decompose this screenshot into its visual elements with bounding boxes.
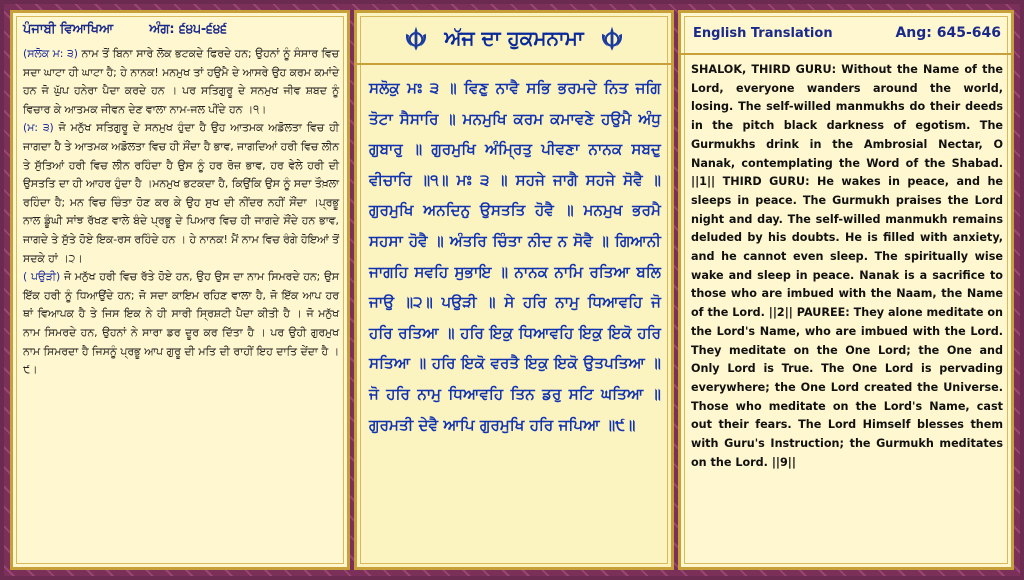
english-translation-text: SHALOK, THIRD GURU: Without the Name of the Lord, everyone wanders around the world, losing. The self-willed manmukhs do their deeds in the pitch black darkness of egotism. The Gurmukhs drink in the Ambrosial Nectar, O Nanak, contemplating the Word of the Shabad. ||1|| THIRD GURU: He wakes in peace, and he sleeps in peace. The Gurmukh praises the Lord night and day. The self-willed manmukh remains deluded by his doubts. He is filled with anxiety, and he cannot even sleep. The spiritually wise wake and sleep in peace. Nanak is a sacrifice to those who are imbued with the Naam, the Name of the Lord. ||2|| PAUREE: They alone meditate on the Lord's Name, who are imbued with the Lord. They meditate on the One Lord; the One and Only Lord is True. The One Lord is pervading everywhere; the One Lord created the Universe. Those who meditate on the Lord's Name, cast out their fears. The Lord Himself blesses them with Guru's Instruction; the Gurmukh meditates on the Lord. ||9||	[691, 63, 1003, 469]
english-ang-label: Ang: 645-646	[895, 25, 1001, 41]
punjabi-heading: ਪੰਜਾਬੀ ਵਿਆਖਿਆ	[23, 21, 114, 37]
mahala-tag: (ਮ: ੩)	[23, 121, 54, 135]
punjabi-explanation-text	[13, 45, 347, 380]
punjabi-ang-label: ਅੰਗ: ੬੪੫-੬੪੬	[149, 21, 228, 37]
explanation-paragraph-2: (ਮ: ੩) ਜੋ ਮਨੁੱਖ ਸਤਿਗੁਰੂ ਦੇ ਸਨਮੁਖ ਹੁੰਦਾ ਹੈ ਉਹ ਆਤਮਕ ਅਡੋਲਤਾ ਵਿਚ ਹੀ ਜਾਗਦਾ ਹੈ ਤੇ ਆਤਮਕ ਅਡੋਲਤਾ ਵਿਚ ਹੀ ਸੌਂਦਾ ਹੈ ਭਾਵ, ਜਾਗਦਿਆਂ ਹਰੀ ਵਿਚ ਲੀਨ ਤੇ ਸੁੱਤਿਆਂ ਹਰੀ ਵਿਚ ਲੀਨ ਰਹਿੰਦਾ ਹੈ ਉਸ ਨੂੰ ਹਰ ਰੋਜ਼ ਭਾਵ, ਹਰ ਵੇਲੇ ਹਰੀ ਦੀ ਉਸਤਤਿ ਦਾ ਹੀ ਆਹਰ ਹੁੰਦਾ ਹੈ ।ਮਨਮੁਖ ਭਟਕਦਾ ਹੈ, ਕਿਉਂਕਿ ਉਸ ਨੂੰ ਸਦਾ ਤੌਖ਼ਲਾ ਰਹਿੰਦਾ ਹੈ; ਮਨ ਵਿਚ ਚਿੰਤਾ ਹੋਣ ਕਰ ਕੇ ਉਹ ਸੁਖ ਦੀ ਨੀਂਦਰ ਨਹੀਂ ਸੌਂਦਾ ।ਪ੍ਰਭੂ ਨਾਲ ਡੂੰਘੀ ਸਾਂਝ ਰੱਖਣ ਵਾਲੇ ਬੰਦੇ ਪ੍ਰਭੂ ਦੇ ਪਿਆਰ ਵਿਚ ਹੀ ਜਾਗਦੇ ਸੌਂਦੇ ਹਨ ਭਾਵ, ਜਾਗਦੇ ਤੇ ਸੁੱਤੇ ਹੋਏ ਇਕ-ਰਸ ਰਹਿੰਦੇ ਹਨ । ਹੇ ਨਾਨਕ! ਮੈਂ ਨਾਮ ਵਿਚ ਰੰਗੇ ਹੋਇਆਂ ਤੋਂ ਸਦਕੇ ਹਾਂ ।੨।	[23, 121, 339, 265]
explanation-paragraph-1: (ਸਲੋਕ ਮ: ੩) ਨਾਮ ਤੋਂ ਬਿਨਾ ਸਾਰੇ ਲੋਕ ਭਟਕਦੇ ਫਿਰਦੇ ਹਨ; ਉਹਨਾਂ ਨੂੰ ਸੰਸਾਰ ਵਿਚ ਸਦਾ ਘਾਟਾ ਹੀ ਘਾਟਾ ਹੈ; ਹੇ ਨਾਨਕ! ਮਨਮੁਖ ਤਾਂ ਹਉਮੈ ਦੇ ਆਸਰੇ ਉਹ ਕਰਮ ਕਮਾਂਦੇ ਹਨ ਜੋ ਘੁੱਪ ਹਨੇਰਾ ਪੈਦਾ ਕਰਦੇ ਹਨ । ਪਰ ਸਤਿਗੁਰੂ ਦੇ ਸਨਮੁਖ ਜੀਵ ਸ਼ਬਦ ਨੂੰ ਵਿਚਾਰ ਕੇ ਆਤਮਕ ਜੀਵਨ ਦੇਣ ਵਾਲਾ ਨਾਮ-ਜਲ ਪੀਂਦੇ ਹਨ ।੧।	[23, 47, 339, 116]
hukamnama-title: ਅੱਜ ਦਾ ਹੁਕਮਨਾਮਾ	[444, 26, 584, 50]
gurbani-text: ਸਲੋਕੁ ਮਃ ੩ ॥ ਵਿਣੁ ਨਾਵੈ ਸਭਿ ਭਰਮਦੇ ਨਿਤ ਜਗਿ ਤੋਟਾ ਸੈਸਾਰਿ ॥ ਮਨਮੁਖਿ ਕਰਮ ਕਮਾਵਣੇ ਹਉਮੈ ਅੰਧੁ ਗੁਬਾਰੁ ॥ ਗੁਰਮੁਖਿ ਅੰਮ੍ਰਿਤੁ ਪੀਵਣਾ ਨਾਨਕ ਸਬਦੁ ਵੀਚਾਰਿ ॥੧॥ ਮਃ ੩ ॥ ਸਹਜੇ ਜਾਗੈ ਸਹਜੇ ਸੋਵੈ ॥ ਗੁਰਮੁਖਿ ਅਨਦਿਨੁ ਉਸਤਤਿ ਹੋਵੈ ॥ ਮਨਮੁਖ ਭਰਮੈ ਸਹਸਾ ਹੋਵੈ ॥ ਅੰਤਰਿ ਚਿੰਤਾ ਨੀਦ ਨ ਸੋਵੈ ॥ ਗਿਆਨੀ ਜਾਗਹਿ ਸਵਹਿ ਸੁਭਾਇ ॥ ਨਾਨਕ ਨਾਮਿ ਰਤਿਆ ਬਲਿ ਜਾਉ ॥੨॥ ਪਉੜੀ ॥ ਸੇ ਹਰਿ ਨਾਮੁ ਧਿਆਵਹਿ ਜੋ ਹਰਿ ਰਤਿਆ ॥ ਹਰਿ ਇਕੁ ਧਿਆਵਹਿ ਇਕੁ ਇਕੋ ਹਰਿ ਸਤਿਆ ॥ ਹਰਿ ਇਕੋ ਵਰਤੈ ਇਕੁ ਇਕੋ ਉਤਪਤਿਆ ॥ ਜੋ ਹਰਿ ਨਾਮੁ ਧਿਆਵਹਿ ਤਿਨ ਡਰੁ ਸਟਿ ਘਤਿਆ ॥ ਗੁਰਮਤੀ ਦੇਵੈ ਆਪਿ ਗੁਰਮੁਖਿ ਹਰਿ ਜਪਿਆ ॥੯॥	[369, 79, 661, 434]
khanda-icon	[402, 24, 430, 52]
english-translation-panel	[678, 10, 1014, 570]
explanation-paragraph-3: ( ਪਉੜੀ) ਜੋ ਮਨੁੱਖ ਹਰੀ ਵਿਚ ਰੱਤੇ ਹੋਏ ਹਨ, ਉਹ ਉਸ ਦਾ ਨਾਮ ਸਿਮਰਦੇ ਹਨ; ਉਸ ਇੱਕ ਹਰੀ ਨੂੰ ਧਿਆਉਂਦੇ ਹਨ; ਜੋ ਸਦਾ ਕਾਇਮ ਰਹਿਣ ਵਾਲਾ ਹੈ, ਜੋ ਇੱਕ ਆਪ ਹਰ ਥਾਂ ਵਿਆਪਕ ਹੈ ਤੇ ਜਿਸ ਇਕ ਨੇ ਹੀ ਸਾਰੀ ਸ੍ਰਿਸ਼ਟੀ ਪੈਦਾ ਕੀਤੀ ਹੈ । ਜੋ ਮਨੁੱਖ ਨਾਮ ਸਿਮਰਦੇ ਹਨ, ਉਹਨਾਂ ਨੇ ਸਾਰਾ ਡਰ ਦੂਰ ਕਰ ਦਿੱਤਾ ਹੈ । ਪਰ ਉਹੀ ਗੁਰਮੁਖ ਨਾਮ ਸਿਮਰਦਾ ਹੈ ਜਿਸਨੂੰ ਪ੍ਰਭੂ ਆਪ ਗੁਰੂ ਦੀ ਮਤਿ ਦੀ ਰਾਹੀਂ ਇਹ ਦਾਤਿ ਦੇਂਦਾ ਹੈ ।੯।	[23, 270, 339, 377]
punjabi-explanation-panel	[10, 10, 350, 570]
english-heading: English Translation	[693, 25, 833, 41]
punjabi-panel-header	[13, 13, 347, 45]
hukamnama-panel	[354, 10, 674, 570]
english-panel-header	[681, 13, 1011, 55]
salok-tag: (ਸਲੋਕ ਮ: ੩)	[23, 47, 78, 60]
pauri-tag: ( ਪਉੜੀ)	[23, 270, 61, 284]
khanda-icon	[598, 24, 626, 52]
hukamnama-header	[357, 13, 671, 65]
